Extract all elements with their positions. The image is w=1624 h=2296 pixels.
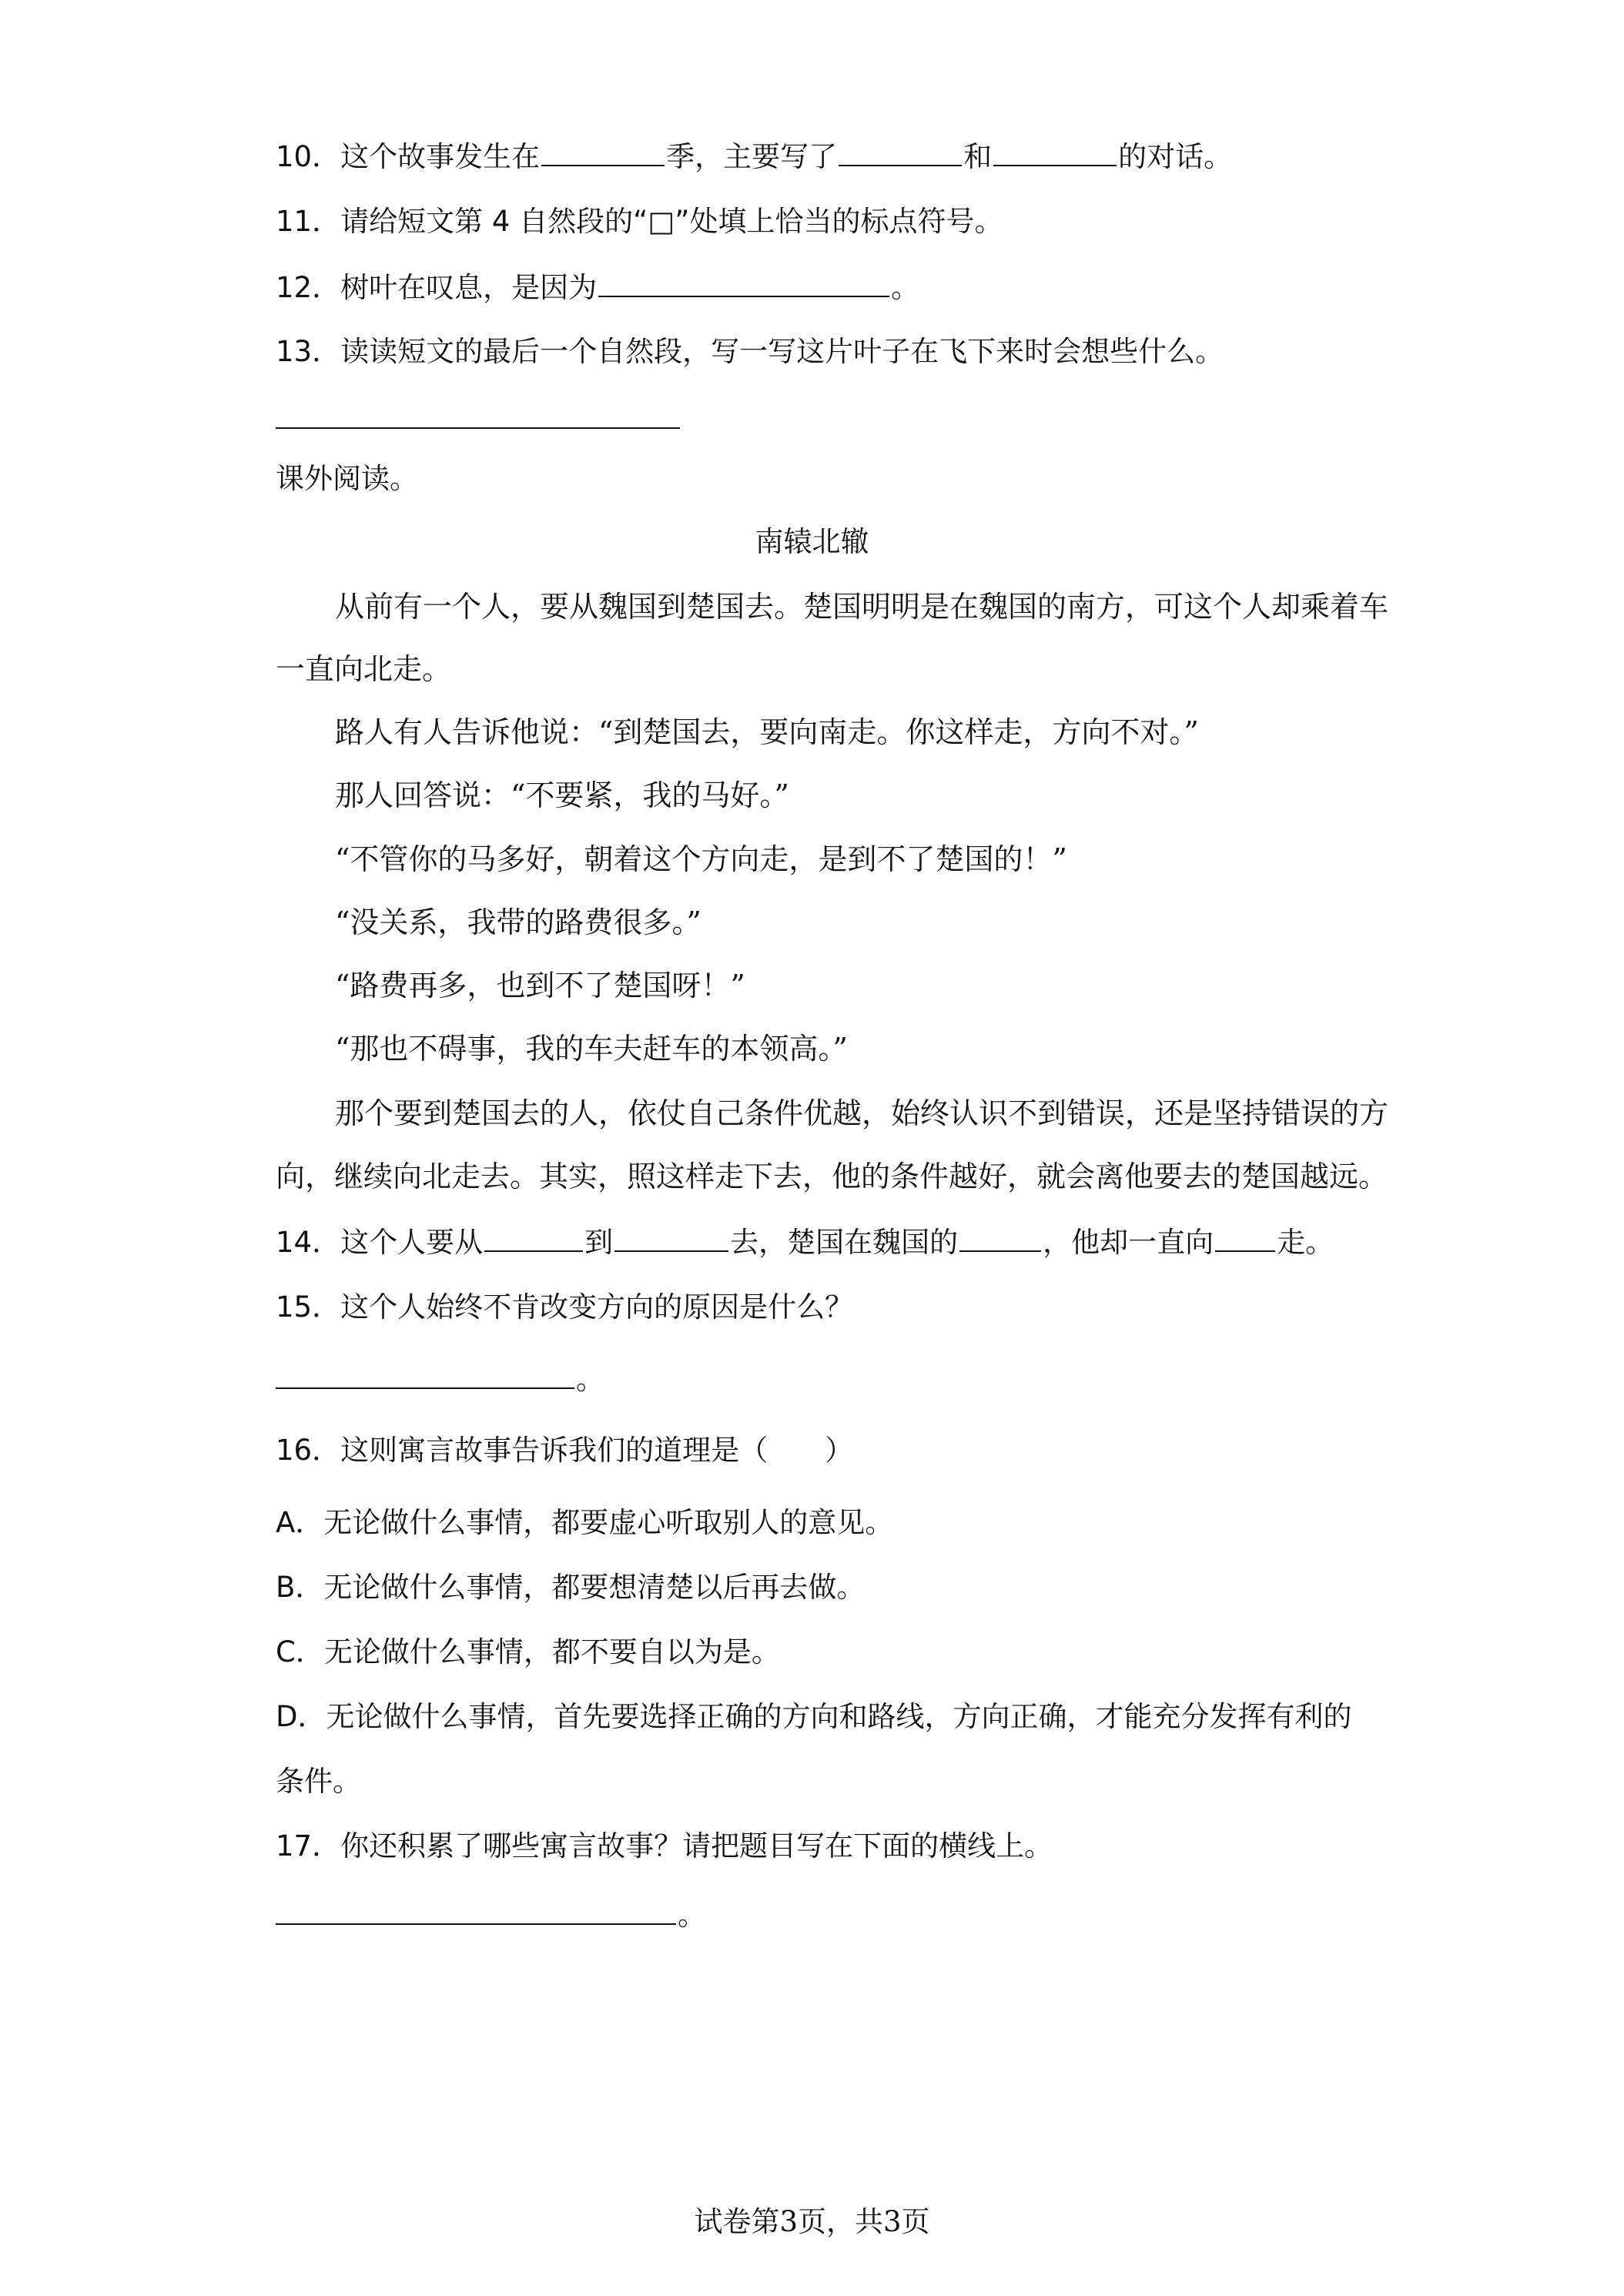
- question-15-end: 。: [576, 1363, 604, 1396]
- story-paragraph-4: “不管你的马多好，朝着这个方向走，是到不了楚国的！”: [335, 842, 1067, 876]
- answer-line[interactable]: [276, 427, 680, 429]
- answer-blank[interactable]: [541, 136, 665, 166]
- story-paragraph-2: 路人有人告诉他说：“到楚国去，要向南走。你这样走，方向不对。”: [335, 715, 1199, 749]
- question-13: 13．读读短文的最后一个自然段，写一写这片叶子在飞下来时会想些什么。: [276, 335, 1224, 368]
- story-paragraph-1-cont: 一直向北走。: [276, 652, 452, 686]
- story-title: 南辕北辙: [755, 525, 869, 558]
- question-15: 15．这个人始终不肯改变方向的原因是什么？: [276, 1290, 854, 1324]
- story-paragraph-7: “那也不碍事，我的车夫赶车的本领高。”: [335, 1032, 848, 1066]
- question-14-text-e: 走。: [1277, 1226, 1334, 1259]
- answer-blank[interactable]: [959, 1221, 1041, 1252]
- question-11: 11．请给短文第 4 自然段的“□”处填上恰当的标点符号。: [276, 205, 1003, 238]
- question-10: [276, 136, 1232, 176]
- story-paragraph-8: 那个要到楚国去的人，依仗自己条件优越，始终认识不到错误，还是坚持错误的方: [335, 1096, 1389, 1130]
- option-d[interactable]: D．无论做什么事情，首先要选择正确的方向和路线，方向正确，才能充分发挥有利的: [276, 1700, 1352, 1733]
- question-10-text-c: 和: [963, 140, 993, 173]
- option-c[interactable]: C．无论做什么事情，都不要自以为是。: [276, 1635, 780, 1668]
- answer-blank[interactable]: [276, 1358, 574, 1389]
- story-paragraph-3: 那人回答说：“不要紧，我的马好。”: [335, 778, 789, 812]
- answer-blank[interactable]: [1215, 1221, 1275, 1252]
- question-10-text-a: 10．这个故事发生在: [276, 140, 541, 173]
- question-10-text-b: 季，主要写了: [666, 140, 838, 173]
- answer-blank[interactable]: [598, 266, 889, 297]
- question-14-text-c: 去，楚国在魏国的: [730, 1226, 959, 1259]
- question-10-text-d: 的对话。: [1118, 140, 1233, 173]
- story-paragraph-5: “没关系，我带的路费很多。”: [335, 905, 702, 939]
- answer-blank[interactable]: [276, 1894, 676, 1925]
- option-b[interactable]: B．无论做什么事情，都要想清楚以后再去做。: [276, 1571, 866, 1604]
- question-17-end: 。: [678, 1899, 706, 1932]
- question-14: [276, 1221, 1334, 1261]
- question-14-text-a: 14．这个人要从: [276, 1226, 484, 1259]
- question-12: [276, 266, 919, 306]
- answer-blank[interactable]: [614, 1221, 728, 1252]
- question-12-text-b: 。: [891, 271, 920, 304]
- question-15-answer: [276, 1358, 604, 1398]
- story-paragraph-8-cont: 向，继续向北走去。其实，照这样走下去，他的条件越好，就会离他要去的楚国越远。: [276, 1160, 1388, 1193]
- option-d-cont: 条件。: [276, 1765, 361, 1798]
- answer-blank[interactable]: [484, 1221, 583, 1252]
- question-14-text-d: ，他却一直向: [1043, 1226, 1214, 1259]
- question-17-answer: [276, 1894, 706, 1934]
- answer-blank[interactable]: [993, 136, 1117, 166]
- question-14-text-b: 到: [584, 1226, 614, 1259]
- question-16: 16．这则寓言故事告诉我们的道理是（ ）: [276, 1434, 854, 1467]
- answer-blank[interactable]: [839, 136, 962, 166]
- question-17: 17．你还积累了哪些寓言故事？请把题目写在下面的横线上。: [276, 1829, 1053, 1863]
- page-footer: 试卷第3页，共3页: [694, 2205, 930, 2238]
- story-paragraph-1: 从前有一个人，要从魏国到楚国去。楚国明明是在魏国的南方，可这个人却乘着车: [335, 590, 1389, 624]
- story-paragraph-6: “路费再多，也到不了楚国呀！”: [335, 969, 745, 1002]
- section-label: 课外阅读。: [276, 462, 418, 495]
- option-a[interactable]: A．无论做什么事情，都要虚心听取别人的意见。: [276, 1506, 894, 1539]
- question-12-text-a: 12．树叶在叹息，是因为: [276, 271, 598, 304]
